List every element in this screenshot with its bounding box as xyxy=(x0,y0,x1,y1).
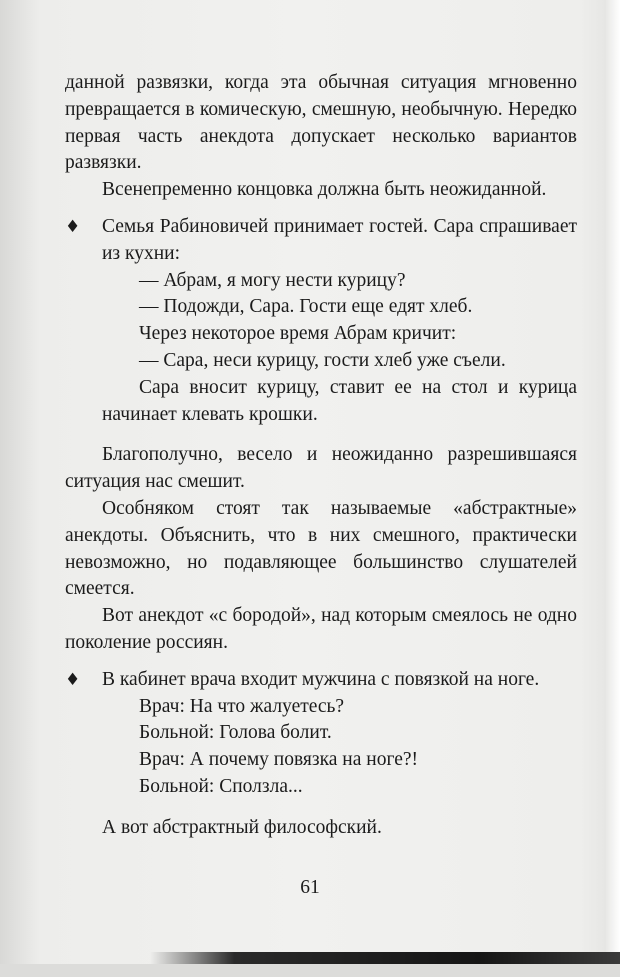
paragraph-commentary: Благополучно, весело и неожиданно разрешившаяся ситуация нас смешит. xyxy=(65,444,577,493)
dialogue-line: Больной: Голова болит. xyxy=(139,722,332,744)
dialogue-line: Врач: На что жалуетесь? xyxy=(139,695,345,717)
page-body xyxy=(65,70,577,842)
joke-rabinovich xyxy=(65,214,577,428)
paragraph-ending: Всенепременно концовка должна быть неожиданной. xyxy=(102,179,547,201)
joke-punchline: Сара вносит курицу, ставит ее на стол и курица начинает клевать крошки. xyxy=(102,376,577,425)
joke-doctor xyxy=(65,667,577,801)
joke-line: — Абрам, я могу нести курицу? xyxy=(139,269,406,291)
paragraph-continuation: данной развязки, когда эта обычная ситуация мгновенно превращается в комическую, смешную, необычную. Нередко первая часть анекдота допускает несколько вариантов развязки. xyxy=(65,72,577,174)
joke-intro: В кабинет врача входит мужчина с повязкой на ноге. xyxy=(102,668,540,690)
scan-bottom-strip xyxy=(0,964,620,977)
joke-line: — Сара, неси курицу, гости хлеб уже съели. xyxy=(139,349,506,371)
scan-binding-shadow xyxy=(150,952,620,964)
paragraph-old-joke-intro: Вот анекдот «с бородой», над которым смеялось не одно поколение россиян. xyxy=(65,605,577,653)
paragraph-abstract-jokes: Особняком стоят так называемые «абстрактные» анекдоты. Объяснить, что в них смешного, практически невозможно, но подавляющее большинство слушателей смеется. xyxy=(65,497,577,600)
dialogue-line: Врач: А почему повязка на ноге?! xyxy=(139,749,419,771)
joke-line: Через некоторое время Абрам кричит: xyxy=(139,323,457,345)
page-edge-shadow xyxy=(606,0,620,960)
paragraph-closing: А вот абстрактный философский. xyxy=(102,816,382,838)
diamond-bullet-icon: ♦ xyxy=(65,669,81,690)
page-number: 61 xyxy=(300,877,320,898)
joke-intro: Семья Рабиновичей принимает гостей. Сара спрашивает из кухни: xyxy=(102,215,577,264)
dialogue-line: Больной: Сползла... xyxy=(139,775,303,797)
diamond-bullet-icon: ♦ xyxy=(65,216,81,237)
joke-line: — Подожди, Сара. Гости еще едят хлеб. xyxy=(139,296,473,318)
